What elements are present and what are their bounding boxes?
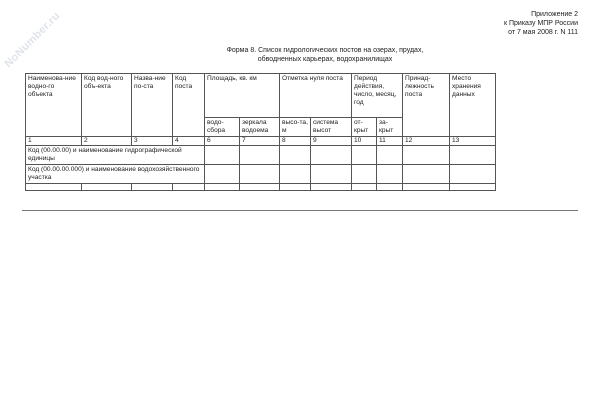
col-number: 12 bbox=[403, 137, 450, 146]
col-number: 9 bbox=[311, 137, 352, 146]
table-row bbox=[26, 146, 496, 165]
col-number: 7 bbox=[240, 137, 280, 146]
header-area: Площадь, кв. км bbox=[205, 74, 280, 118]
watermark: NoNumber.ru bbox=[2, 9, 63, 71]
header-area-mirror: зеркала водоема bbox=[240, 118, 280, 137]
form-title-line: обводненных карьерах, водохранилищах bbox=[257, 56, 393, 63]
col-number: 8 bbox=[280, 137, 311, 146]
form-title-line: Форма 8. Список гидрологических постов на озерах, прудах, bbox=[226, 47, 424, 54]
row-hydro-unit: Код (00.00.00) и наименование гидрографической единицы bbox=[26, 146, 205, 165]
form-title bbox=[150, 46, 500, 64]
table-row bbox=[26, 184, 496, 191]
col-number: 4 bbox=[173, 137, 205, 146]
col-number: 2 bbox=[82, 137, 132, 146]
row-water-section: Код (00.00.00.000) и наименование водохозяйственного участка bbox=[26, 165, 205, 184]
header-storage: Место хранения данных bbox=[450, 74, 496, 137]
hydrological-posts-table bbox=[25, 73, 496, 191]
header-closed: за-крыт bbox=[377, 118, 403, 137]
table-row bbox=[26, 165, 496, 184]
appendix-reference bbox=[504, 10, 578, 37]
header-water-object-code: Код вод-ного объ-екта bbox=[82, 74, 132, 137]
appendix-line: от 7 мая 2008 г. N 111 bbox=[508, 29, 578, 36]
appendix-line: Приложение 2 bbox=[531, 11, 578, 18]
header-opened: от-крыт bbox=[352, 118, 377, 137]
header-owner: Принад-лежность поста bbox=[403, 74, 450, 137]
header-area-basin: водо-сбора bbox=[205, 118, 240, 137]
col-number: 11 bbox=[377, 137, 403, 146]
col-number: 1 bbox=[26, 137, 82, 146]
header-period: Период действия, число, месяц, год bbox=[352, 74, 403, 118]
header-zero-mark: Отметка нуля поста bbox=[280, 74, 352, 118]
header-zero-system: система высот bbox=[311, 118, 352, 137]
col-number: 13 bbox=[450, 137, 496, 146]
page-divider bbox=[22, 210, 578, 211]
col-number: 10 bbox=[352, 137, 377, 146]
col-number: 3 bbox=[132, 137, 173, 146]
header-post-name: Назва-ние по-ста bbox=[132, 74, 173, 137]
header-zero-height: высо-та, м bbox=[280, 118, 311, 137]
appendix-line: к Приказу МПР России bbox=[504, 20, 578, 27]
col-number: 6 bbox=[205, 137, 240, 146]
header-water-object-name: Наименова-ние водно-го объекта bbox=[26, 74, 82, 137]
header-post-code: Код поста bbox=[173, 74, 205, 137]
